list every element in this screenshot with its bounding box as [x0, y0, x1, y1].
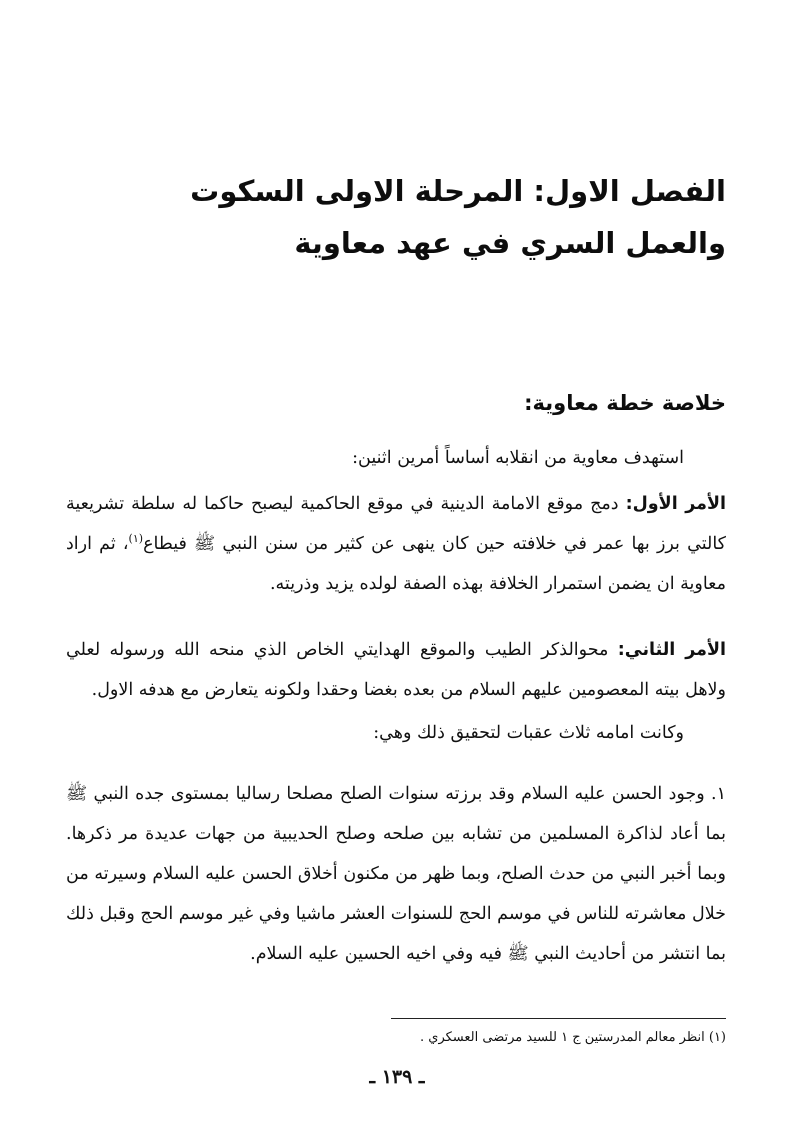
section-heading: خلاصة خطة معاوية:: [524, 391, 726, 415]
intro-paragraph: استهدف معاوية من انقلابه أساساً أمرين اثنين:: [352, 448, 684, 468]
footnote-text: (١) انظر معالم المدرستين ج ١ للسيد مرتضى العسكري .: [420, 1030, 726, 1045]
first-matter-text-continued: ، ثم اراد معاوية ان يضمن استمرار الخلافة بهذه الصفة لولده يزيد وذريته.: [66, 534, 726, 594]
chapter-title-line-1: الفصل الاول: المرحلة الاولى السكوت: [190, 174, 726, 208]
first-matter-text: دمج موقع الامامة الدينية في موقع الحاكمية ليصبح حاكما له سلطة تشريعية كالتي برز بها عمر في خلافته حين كان ينهى عن كثير من سنن النبي ﷺ فيطاع: [66, 494, 726, 554]
page-number: ـ ١٣٩ ـ: [369, 1066, 425, 1088]
chapter-title-line-2: والعمل السري في عهد معاوية: [294, 226, 726, 260]
first-matter-label: الأمر الأول:: [625, 494, 726, 514]
first-matter-paragraph: [66, 484, 726, 604]
obstacles-intro: وكانت امامه ثلاث عقبات لتحقيق ذلك وهي:: [373, 723, 684, 743]
second-matter-text: محوالذكر الطيب والموقع الهدايتي الخاص الذي منحه الله ورسوله لعلي ولاهل بيته المعصومين عليهم السلام من بعده بغضا وحقدا ولكونه يتعارض مع هدفه الاول.: [66, 640, 726, 700]
obstacle-point-1: ١. وجود الحسن عليه السلام وقد برزته سنوات الصلح مصلحا رساليا بمستوى جده النبي ﷺ بما أعاد لذاكرة المسلمين من تشابه بين صلحه وصلح الحديبية من جهات عديدة مر ذكرها. وبما أخبر النبي من حدث الصلح، وبما ظهر من مكنون أخلاق الحسن عليه السلام وسيرته من خلال معاشرته للناس في موسم الحج للسنوات العشر ماشيا وفي غير موسم الحج وقبل ذلك بما انتشر من أحاديث النبي ﷺ فيه وفي اخيه الحسين عليه السلام.: [66, 784, 726, 964]
second-matter-paragraph: [66, 630, 726, 710]
second-matter-label: الأمر الثاني:: [617, 640, 726, 660]
chapter-title: [66, 165, 726, 269]
footnote-reference[interactable]: (١): [128, 532, 144, 546]
footnote-divider: [391, 1018, 726, 1019]
